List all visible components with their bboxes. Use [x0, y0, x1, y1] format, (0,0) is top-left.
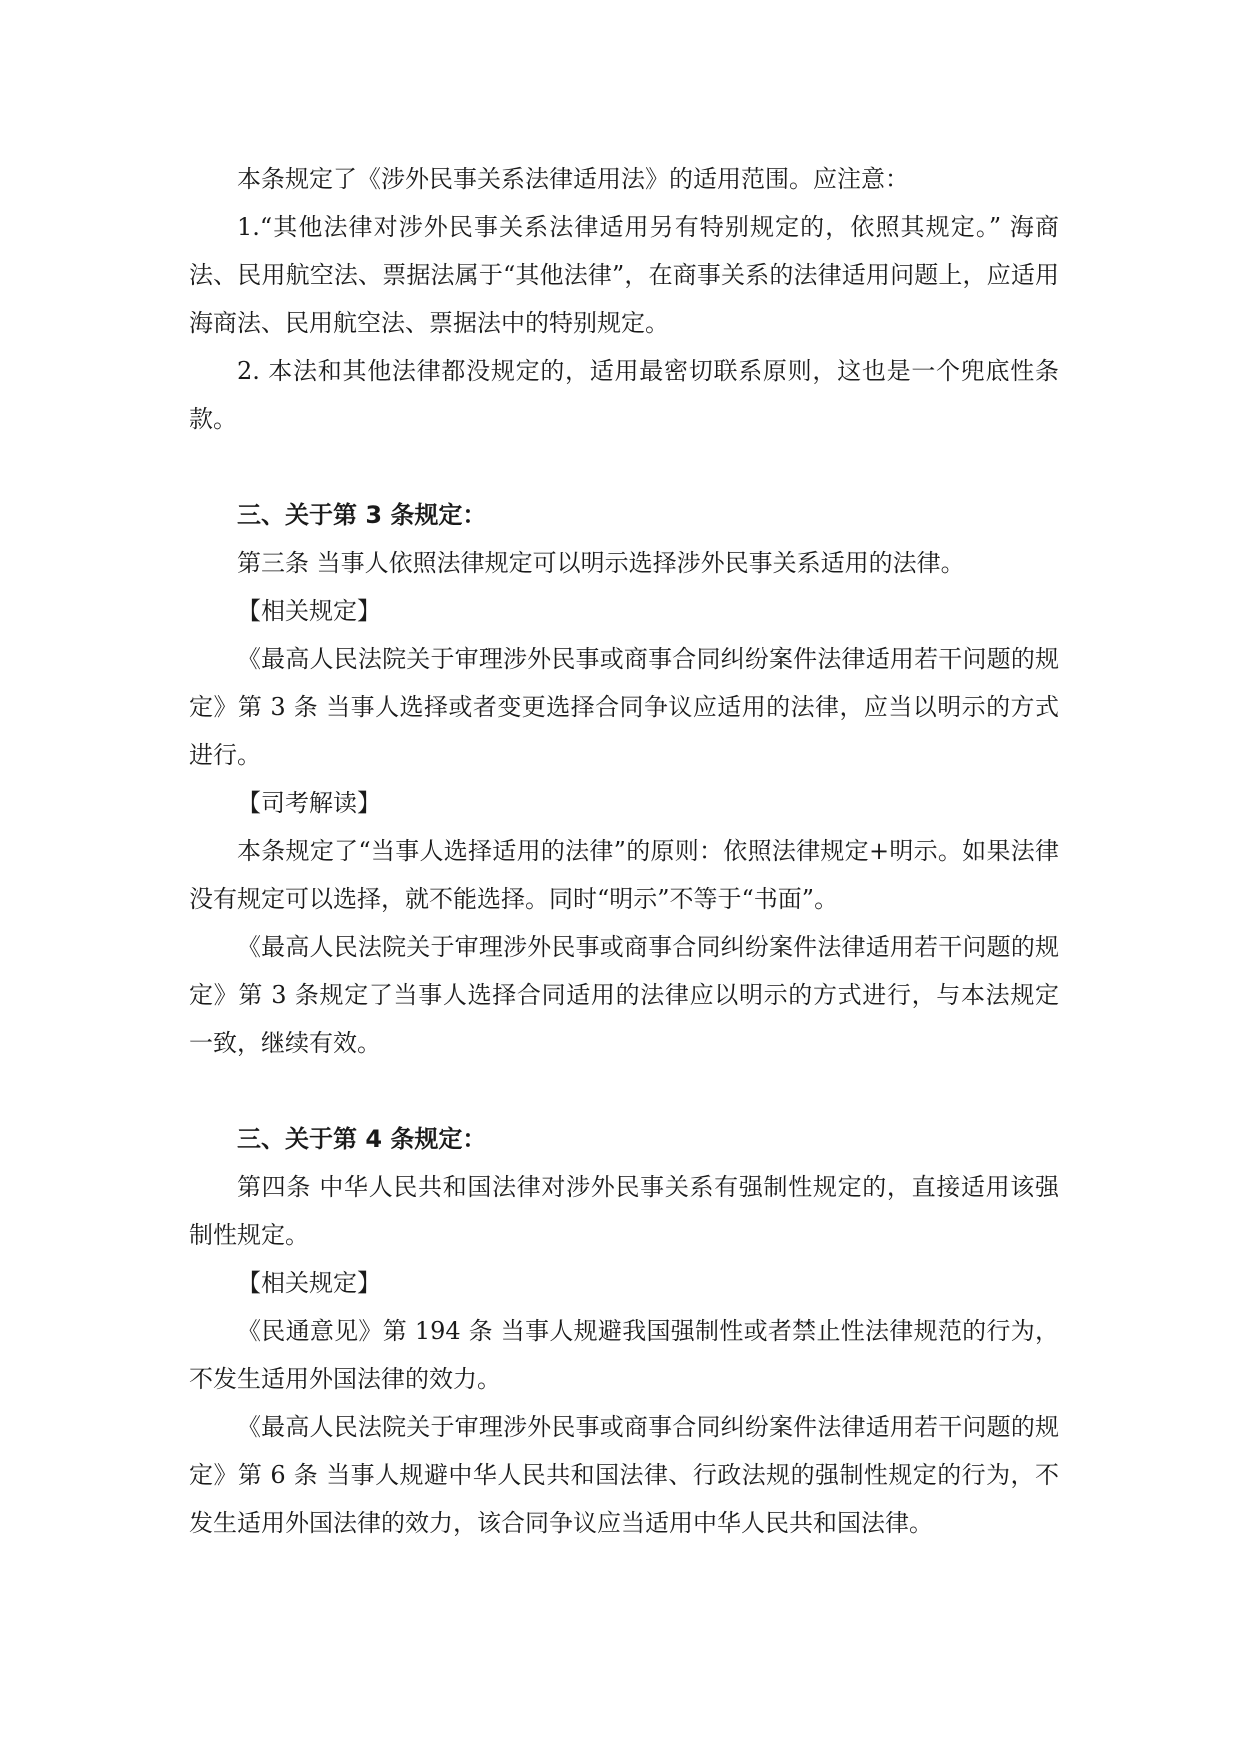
section-spacer — [189, 1067, 1059, 1115]
section-4-related-text-2: 《最高人民法院关于审理涉外民事或商事合同纠纷案件法律适用若干问题的规定》第 6 条 当事人规避中华人民共和国法律、行政法规的强制性规定的行为，不发生适用外国法律的效力，该合同争议应当适用中华人民共和国法律。 — [189, 1413, 1059, 1537]
section-4-related-text-1: 《民通意见》第 194 条 当事人规避我国强制性或者禁止性法律规范的行为，不发生适用外国法律的效力。 — [189, 1317, 1059, 1393]
intro-paragraph-2: 1.“其他法律对涉外民事关系法律适用另有特别规定的，依照其规定。” 海商法、民用航空法、票据法属于“其他法律”，在商事关系的法律适用问题上，应适用海商法、民用航空法、票据法中的特别规定。 — [189, 213, 1059, 337]
section-4-heading: 三、关于第 4 条规定： — [237, 1125, 487, 1153]
document-page — [189, 155, 1059, 1547]
section-spacer — [189, 443, 1059, 491]
section-3-interpret-paragraph-2: 《最高人民法院关于审理涉外民事或商事合同纠纷案件法律适用若干问题的规定》第 3 条规定了当事人选择合同适用的法律应以明示的方式进行，与本法规定一致，继续有效。 — [189, 933, 1059, 1057]
section-3-interpret-label: 【司考解读】 — [237, 789, 381, 817]
intro-paragraph-3: 2. 本法和其他法律都没规定的，适用最密切联系原则，这也是一个兜底性条款。 — [189, 357, 1059, 433]
section-3-interpret-paragraph-1: 本条规定了“当事人选择适用的法律”的原则：依照法律规定+明示。如果法律没有规定可以选择，就不能选择。同时“明示”不等于“书面”。 — [189, 837, 1059, 913]
section-3-related-text: 《最高人民法院关于审理涉外民事或商事合同纠纷案件法律适用若干问题的规定》第 3 条 当事人选择或者变更选择合同争议应适用的法律，应当以明示的方式进行。 — [189, 645, 1059, 769]
section-3-article: 第三条 当事人依照法律规定可以明示选择涉外民事关系适用的法律。 — [237, 549, 965, 577]
section-4-related-label: 【相关规定】 — [237, 1269, 381, 1297]
intro-paragraph-1: 本条规定了《涉外民事关系法律适用法》的适用范围。应注意： — [237, 165, 909, 193]
section-3-related-label: 【相关规定】 — [237, 597, 381, 625]
section-3-heading: 三、关于第 3 条规定： — [237, 501, 487, 529]
section-4-article: 第四条 中华人民共和国法律对涉外民事关系有强制性规定的，直接适用该强制性规定。 — [189, 1173, 1059, 1249]
